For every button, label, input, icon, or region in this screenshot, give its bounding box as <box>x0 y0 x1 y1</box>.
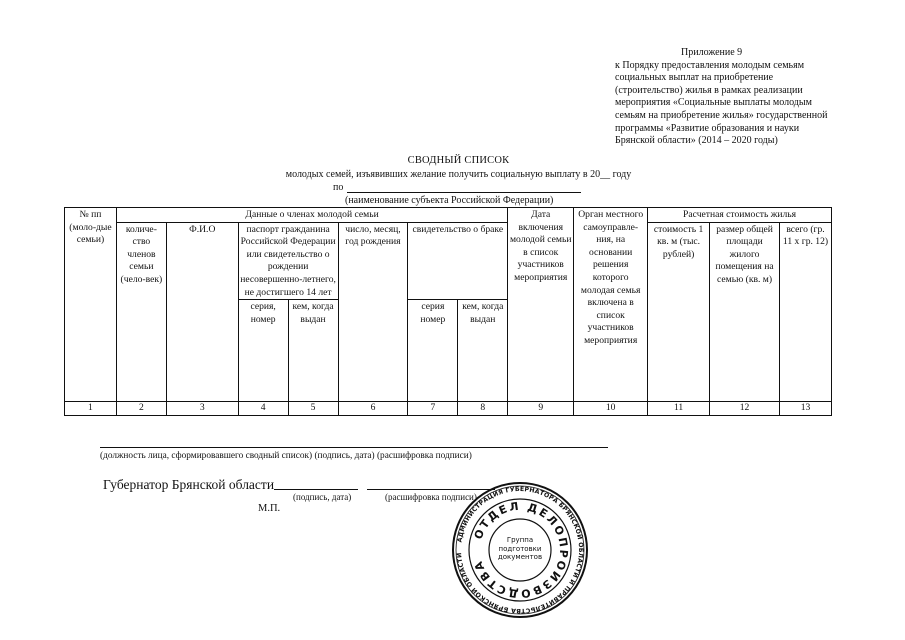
column-number: 11 <box>648 402 710 416</box>
header-housing-cost: Расчетная стоимость жилья <box>648 208 832 223</box>
families-table <box>64 207 832 416</box>
column-number: 2 <box>116 402 166 416</box>
header-cost-per-m2: стоимость 1 кв. м (тыс. рублей) <box>648 222 710 402</box>
appendix-line: семьям на приобретение жилья» государственной <box>615 109 828 121</box>
column-number: 12 <box>710 402 780 416</box>
column-number: 3 <box>166 402 238 416</box>
header-birth-date: число, месяц, год рождения <box>338 222 408 402</box>
appendix-line: мероприятия «Социальные выплаты молодым <box>615 97 812 109</box>
appendix-line: программы «Развитие образования и науки <box>615 122 800 134</box>
subject-line <box>347 192 581 193</box>
header-marriage-certificate: свидетельство о браке <box>408 222 508 300</box>
column-number: 7 <box>408 402 458 416</box>
governor-decode-caption: (расшифровка подписи) <box>385 492 477 502</box>
column-number: 6 <box>338 402 408 416</box>
appendix-line: социальных выплат на приобретение <box>615 72 774 84</box>
header-family-data: Данные о членах молодой семьи <box>116 208 507 223</box>
governor-signature-caption: (подпись, дата) <box>293 492 352 502</box>
governor-label: Губернатор Брянской области <box>103 477 275 492</box>
header-fio: Ф.И.О <box>166 222 238 402</box>
column-number: 10 <box>574 402 648 416</box>
column-number: 8 <box>458 402 508 416</box>
document-title: СВОДНЫЙ СПИСОК <box>407 155 510 166</box>
column-number: 5 <box>288 402 338 416</box>
governor-signature-line <box>274 489 358 490</box>
appendix-number: Приложение 9 <box>681 47 743 58</box>
header-inclusion-date: Дата включения молодой семьи в список участников мероприятия <box>508 208 574 402</box>
compiler-signature-line <box>100 447 608 448</box>
appendix-line: Брянской области» (2014 – 2020 годы) <box>615 135 778 147</box>
header-passport-issued: кем, когда выдан <box>458 300 508 402</box>
header-passport-series: серия номер <box>408 300 458 402</box>
header-num: № пп (моло-дые семьи) <box>65 208 117 402</box>
column-number: 13 <box>780 402 832 416</box>
subject-caption: (наименование субъекта Российской Федерации) <box>345 195 554 206</box>
stamp-outer-text: АДМИНИСТРАЦИЯ ГУБЕРНАТОРА БРЯНСКОЙ ОБЛАСТИ И ПРАВИТЕЛЬСТВА БРЯНСКОЙ ОБЛАСТИ <box>456 485 585 615</box>
header-total-area: размер общей площади жилого помещения на семью (кв. м) <box>710 222 780 402</box>
column-number: 1 <box>65 402 117 416</box>
header-marriage-issued: кем, когда выдан <box>288 300 338 402</box>
office-stamp-icon <box>450 480 590 620</box>
stamp-center-text: Группа подготовки документов <box>497 536 543 561</box>
header-member-count: количе-ство членов семьи (чело-век) <box>116 222 166 402</box>
header-local-authority: Орган местного самоуправле-ния, на основании решения которого молодая семья включена в список участников мероприятия <box>574 208 648 402</box>
document-subtitle: молодых семей, изъявивших желание получить социальную выплату в 20__ году <box>285 169 632 180</box>
stamp-middle-text: ОТДЕЛ ДЕЛОПРОИЗВОДСТВА <box>471 499 571 601</box>
header-marriage-series: серия, номер <box>238 300 288 402</box>
appendix-line: (строительство) жилья в рамках реализации <box>615 84 803 96</box>
header-total-cost: всего (гр. 11 х гр. 12) <box>780 222 832 402</box>
header-passport: паспорт гражданина Российской Федерации или свидетельство о рождении несовершенно-летнего, не достигшего 14 лет <box>238 222 338 300</box>
appendix-block <box>615 47 860 148</box>
po-label: по <box>333 182 344 193</box>
appendix-line: к Порядку предоставления молодым семьям <box>615 59 805 71</box>
stamp-place-label: М.П. <box>258 503 281 514</box>
column-number: 9 <box>508 402 574 416</box>
column-number: 4 <box>238 402 288 416</box>
compiler-signature-caption: (должность лица, сформировавшего сводный список) (подпись, дата) (расшифровка подписи) <box>100 451 472 461</box>
